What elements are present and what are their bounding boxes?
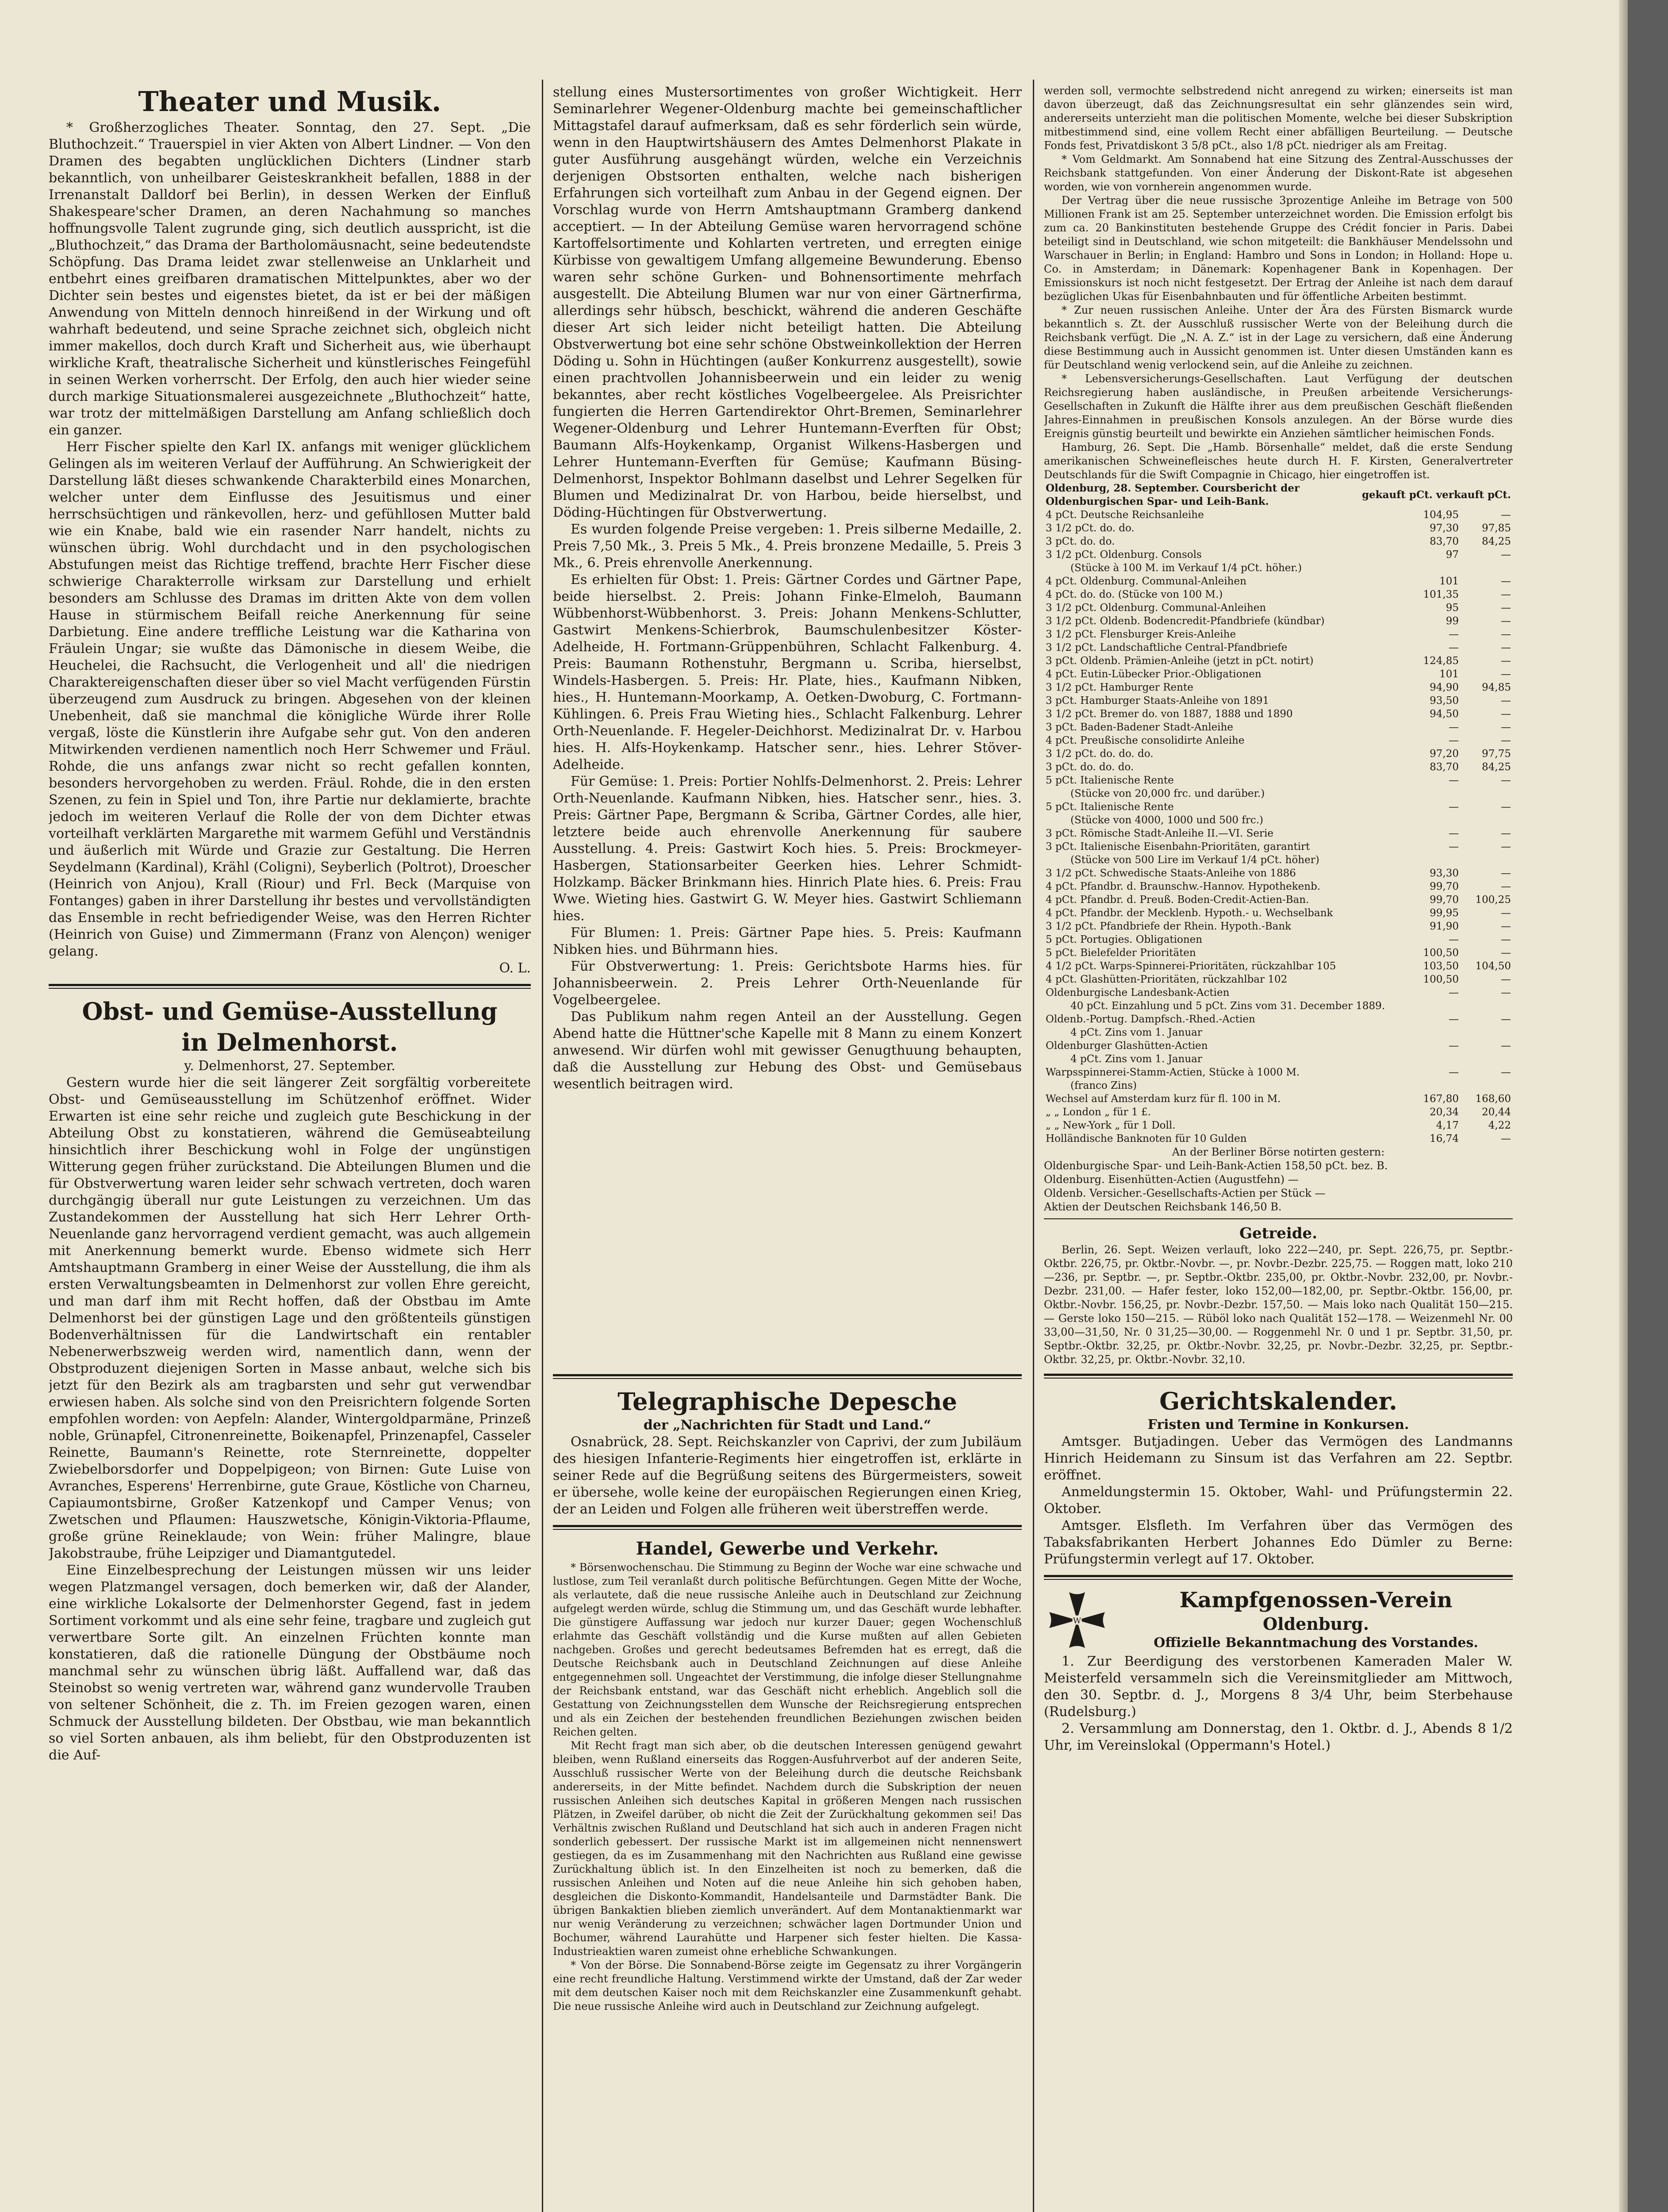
column-1 [49,84,531,2212]
kurs-security: 3 1/2 pCt. do. do. do. [1046,748,1154,760]
kurs-sold: — [1501,642,1511,653]
kurs-sold: — [1501,1133,1511,1144]
kurs-sold: — [1501,708,1511,720]
kurs-row [1044,535,1513,548]
finance-paragraph: * Lebensversicherungs-Gesellschaften. Laut Verfügung der deutschen Reichsregierung haben ausländische, in Preußen arbeitende Versicherungs-Gesellschaften in Zukunft die Hälfte ihrer aus dem preußischen Geschäft fließenden Jahres-Einnahmen in preußischen Konsols anzulegen. An der Börse wurde dies Ereignis günstig beurteilt und bewirkte ein Anziehen sämtlicher heimischen Fonds. [1044,373,1513,440]
kurs-bought: 83,70 [1430,761,1459,773]
kurs-security: 4 pCt. do. do. (Stücke von 100 M.) [1046,589,1223,600]
obst-paragraph: Es wurden folgende Preise vergeben: 1. Preis silberne Medaille, 2. Preis 7,50 Mk., 3. Preis 5 Mk., 4. Preis bronzene Medaille, 5. Preis 3 Mk., 6. Preis ehrenvolle Anerkennung. [553,522,1022,571]
kurs-row [1044,1119,1513,1132]
obst-paragraph: stellung eines Mustersortimentes von großer Wichtigkeit. Herr Seminarlehrer Wegener-Oldenburg machte bei gemeinschaftlicher Mittagstafel darauf aufmerksam, daß es sehr förderlich sein würde, wenn in den Hauptwirtshäusern des Amtes Delmenhorst Plakate in guter Ausführung ausgehängt würden, welche ein Verzeichnis derjenigen Obstsorten enthalten, welche nach bisherigen Erfahrungen sich vorteilhaft zum Anbau in der Gegend eignen. Der Vorschlag wurde von Herrn Amtshauptmann Gramberg dankend acceptiert. — In der Abteilung Gemüse waren hervorragend schöne Kartoffelsortimente und Kohlarten vertreten, und erregten einige Kürbisse von gewaltigem Umfang allgemeine Bewunderung. Ebenso waren sehr schöne Gurken- und Bohnensortimente mehrfach ausgestellt. Die Abteilung Blumen war nur von einer Gärtnerfirma, allerdings sehr hübsch, beschickt, während die anderen Geschäfte dieser Art sich leider nicht beteiligt hatten. Die Abteilung Obstverwertung bot eine sehr schöne Obstweinkollektion der Herren Döding u. Sohn in Hüchtingen (außer Konkurrenz ausgestellt), sowie einen prachtvollen Johannisbeerwein und ein leider zu wenig bekanntes, aber recht köstliches Vogelbeergelee. Als Preisrichter fungierten die Herren Gartendirektor Ohrt-Bremen, Seminarlehrer Wegener-Oldenburg und Lehrer Huntemann-Everften für Obst; Baumann Alfs-Hoykenkamp, Organist Wilkens-Hasbergen und Lehrer Huntemann-Everften für Gemüse; Kaufmann Büsing-Delmenhorst, Inspektor Bohlmann daselbst und Lehrer Segelken für Blumen und Medizinalrat Dr. von Harbou, beide hierselbst, und Döding-Hüchtingen für Obstverwertung. [553,84,1022,520]
kurs-bought: 124,85 [1423,655,1459,667]
kurs-security: Warpsspinnerei-Stamm-Actien, Stücke à 1000 M. [1046,1067,1300,1078]
kurs-sold: — [1501,629,1511,640]
kurs-bought: 100,50 [1423,974,1459,985]
kurs-security: 3 pCt. do. do. [1046,536,1115,547]
telegraph-text: Osnabrück, 28. Sept. Reichskanzler von Caprivi, der zum Jubiläum des hiesigen Infanterie-Regiments hier eingetroffen ist, erklärte in seiner Rede auf die Begrüßung seitens des Bürgermeisters, soweit er übersehe, wolle keine der europäischen Regierungen einen Krieg, der an Leiden und Folgen alle früheren weit überstreffen werde. [553,1434,1022,1517]
divider [1044,1218,1513,1219]
kurs-row [1044,1092,1513,1106]
kurs-row [1044,1106,1513,1119]
kurs-row [1044,1039,1513,1052]
kurs-security: 3 1/2 pCt. Schwedische Staats-Anleihe von 1886 [1046,868,1296,879]
kurs-security: 4 pCt. Pfandbr. der Mecklenb. Hypoth.- u. Wechselbank [1046,907,1333,919]
kurs-sold: — [1501,974,1511,985]
kurs-security: 5 pCt. Bielefelder Prioritäten [1046,947,1196,959]
kurs-row [1044,1132,1513,1145]
kurs-sold: — [1501,828,1511,839]
kurs-row [1044,920,1513,933]
kurs-bought [1408,1026,1461,1039]
kurs-bought: 167,80 [1423,1093,1459,1105]
kurs-row [1044,946,1513,960]
berliner-note: An der Berliner Börse notirten gestern: [1172,1146,1385,1158]
kurs-table [1044,508,1513,1145]
kurs-sold: — [1501,921,1511,932]
kurs-security: 3 1/2 pCt. Flensburger Kreis-Anleihe [1046,629,1236,640]
kurs-security: 3 pCt. Hamburger Staats-Anleihe von 1891 [1046,695,1269,707]
kurs-row [1044,707,1513,721]
obst-paragraph: Für Blumen: 1. Preis: Gärtner Pape hies. 5. Preis: Kaufmann Nibken hies. und Bührmann hies. [553,925,1022,957]
theater-paragraph: * Großherzogliches Theater. Sonntag, den 27. Sept. „Die Bluthochzeit.“ Trauerspiel in vier Akten von Albert Lindner. — Von den Dramen des begabten unglücklichen Dichters (Lindner starb bekanntlich, von unheilbarer Geisteskrankheit befallen, 1888 in der Irrenanstalt Dalldorf bei Berlin), in dessen Werken der Einfluß Shakespeare'scher Dramen, an deren Nachahmung so manches hoffnungsvolle Talent zugrunde ging, sich deutlich ausspricht, ist die „Bluthochzeit,“ das Drama der Bartholomäusnacht, seine bedeutendste Schöpfung. Das Drama leidet zwar stellenweise an Unklarheit und entbehrt eines greifbaren dramatischen Mittelpunktes, aber wo der Dichter sein bestes und eigenstes bietet, da ist er bei der mäßigen Anwendung von Mitteln dennoch hinreißend in der Wirkung und oft wahrhaft bedeutend, und seine Sprache zeichnet sich, obgleich nicht immer makellos, doch durch Kraft und Sicherheit aus, wie überhaupt wirkliche Kraft, theatralische Sicherheit und künstlerisches Feingefühl in seinen Werken vorherrscht. Der Erfolg, den auch hier wieder seine durch markige Situationsmalerei ausgezeichnete „Bluthochzeit“ hatte, war trotz der mittelmäßigen Darstellung am Anfang schließlich doch ein ganzer. [49,120,531,438]
kurs-security: (Stücke von 4000, 1000 und 500 frc.) [1070,814,1264,826]
kampf-paragraph: 2. Versammlung am Donnerstag, den 1. Oktbr. d. J., Abends 8 1/2 Uhr, im Vereinslokal (Oppermann's Hotel.) [1044,1721,1513,1753]
kurs-sold: 20,44 [1482,1106,1511,1118]
kurs-sold [1461,1052,1513,1066]
kurs-bought: 16,74 [1430,1133,1459,1144]
kurs-security: 3 1/2 pCt. Bremer do. von 1887, 1888 und 1890 [1046,708,1293,720]
kurs-sold: — [1501,602,1511,614]
kurs-sold: — [1501,947,1511,959]
kurs-row [1044,561,1513,575]
handel-heading: Handel, Gewerbe und Verkehr. [636,1538,939,1559]
getreide-text: Berlin, 26. Sept. Weizen verlauft, loko 222—240, pr. Sept. 226,75, pr. Septbr.-Oktbr. 226,75, pr. Oktbr.-Novbr. —, pr. Novbr.-Dezbr. 225,75. — Roggen matt, loko 210—236, pr. Septbr. —, pr. Septbr.-Oktbr. 235,00, pr. Oktbr.-Novbr. 232,00, pr. Novbr.-Dezbr. 231,00. — Hafer fester, loko 152,00—182,00, pr. Septbr.-Oktbr. 156,00, pr. Oktbr.-Novbr. 156,25, pr. Novbr.-Dezbr. 157,50. — Mais loko nach Qualität 150—215. — Gerste loko 150—215. — Rüböl loko nach Qualität 152—178. — Weizenmehl Nr. 00 33,00—31,50, Nr. 0 31,25—30,00. — Roggenmehl Nr. 0 und 1 pr. Septbr. 31,50, pr. Septbr.-Oktbr. 32,25, pr. Oktbr.-Novbr. 32,25, pr. Novbr.-Dezbr. 32,25, pr. Septbr.-Oktbr. 32,25, pr. Oktbr.-Novbr. 32,10. [1044,1244,1513,1366]
section-divider [49,984,531,989]
kurs-sold [1461,999,1513,1013]
kurs-bought: 97 [1446,549,1459,561]
kurs-security: (franco Zins) [1070,1080,1137,1091]
kurs-bought: 94,50 [1430,708,1459,720]
kurs-sold: 97,75 [1482,748,1511,760]
kurs-row [1044,628,1513,641]
kurs-security: 3 pCt. Oldenb. Prämien-Anleihe (jetzt in pCt. notirt) [1046,655,1314,667]
kurs-security: Oldenb.-Portug. Dampfsch.-Rhed.-Actien [1046,1014,1255,1025]
kurs-row [1044,548,1513,561]
kurs-security: Oldenburger Glashütten-Actien [1046,1040,1208,1052]
kurs-bought: 83,70 [1430,536,1459,547]
kurs-row [1044,787,1513,800]
kurs-row [1044,840,1513,853]
handel-article [553,1561,1022,2013]
telegraph-heading: Telegraphische Depesche [617,1387,957,1416]
kurs-bought: — [1449,1014,1459,1025]
kurs-row [1044,960,1513,973]
kurs-bought [1408,853,1461,867]
kurs-security: 4 pCt. Zins vom 1. Januar [1070,1053,1202,1065]
theater-signature: O. L. [499,960,531,976]
kurs-security: 5 pCt. Italienische Rente [1046,801,1174,813]
kurs-bought [1408,814,1461,827]
kurs-bought: 99,70 [1430,881,1459,892]
kurs-bought: 97,20 [1430,748,1459,760]
kurs-row [1044,641,1513,654]
kurs-sold [1461,561,1513,575]
theater-heading: Theater und Musik. [138,85,441,118]
kurs-row [1044,853,1513,867]
kurs-sold: — [1501,1014,1511,1025]
kurs-sold: — [1501,695,1511,707]
kurs-row [1044,654,1513,668]
kurs-row [1044,973,1513,986]
gericht-subheading: Fristen und Termine in Konkursen. [1147,1417,1409,1432]
kurs-security: 3 pCt. Italienische Eisenbahn-Prioritäten, garantirt [1046,841,1310,853]
kurs-row [1044,986,1513,999]
kurs-row [1044,1026,1513,1039]
kurs-bought: 99 [1446,615,1459,627]
kurs-bought [1408,787,1461,800]
obst-continuation [553,84,1022,1367]
kurs-sold: — [1501,509,1511,521]
kurs-bought: 4,17 [1436,1120,1459,1131]
kurs-sold [1461,814,1513,827]
kurs-row [1044,760,1513,774]
telegraph-subheading: der „Nachrichten für Stadt und Land.“ [643,1417,932,1433]
kampf-paragraph: 1. Zur Beerdigung des verstorbenen Kameraden Maler W. Meisterfeld versammeln sich die Vereinsmitglieder am Mittwoch, den 30. Septbr. d. J., Morgens 8 3/4 Uhr, beim Sterbehause (Rudelsburg.) [1044,1654,1513,1720]
section-divider [1044,1575,1513,1580]
getreide-article [1044,1243,1513,1367]
kurs-security: 4 pCt. Preußische consolidirte Anleihe [1046,735,1245,746]
kurs-sold: 84,25 [1482,536,1511,547]
page-edge [1619,0,1628,2212]
kurs-row [1044,614,1513,628]
kurs-bought: 101 [1439,576,1459,587]
section-divider [1044,1374,1513,1379]
kurs-sold: — [1501,934,1511,945]
kursbericht [1044,482,1513,1214]
kurs-row [1044,800,1513,814]
kurs-sold: 168,60 [1475,1093,1511,1105]
kurs-row [1044,814,1513,827]
kurs-security: 4 pCt. Glashütten-Prioritäten, rückzahlbar 102 [1046,974,1288,985]
kurs-security: 4 1/2 pCt. Warps-Spinnerei-Prioritäten, rückzahlbar 105 [1046,960,1336,972]
gericht-heading: Gerichtskalender. [1159,1387,1397,1415]
kurs-sold: 4,22 [1488,1120,1511,1131]
kampf-city: Oldenburg. [1263,1614,1369,1634]
kurs-sold: — [1501,589,1511,600]
kurs-row [1044,1079,1513,1092]
kurs-security: 3 1/2 pCt. Oldenb. Bodencredit-Pfandbriefe (kündbar) [1046,615,1325,627]
obst-heading-line-1: Obst- und Gemüse-Ausstellung [82,997,498,1025]
obst-paragraph: Für Gemüse: 1. Preis: Portier Nohlfs-Delmenhorst. 2. Preis: Lehrer Orth-Neuenlande. Kaufmann Nibken, hies. Hatscher senr., hies. 3. Preis: Gärtner Pape, Bergmann & Scriba, Gärtner Cordes, alle hier, letztere beide auch ehrenvolle Anerkennung für saubere Ausstellung. 4. Preis: Gastwirt Koch hies. 5. Preis: Brockmeyer-Hasbergen, Stationsarbeiter Geerken hies. Lehrer Schmidt-Holzkamp. Bäcker Brinkmann hies. Hinrich Plate hies. 6. Preis: Frau Wwe. Wieting hies. Gastwirt G. W. Meyer hies. Gastwirt Schliemann hies. [553,774,1022,924]
kurs-row [1044,1066,1513,1079]
kurs-security: (Stücke von 500 Lire im Verkauf 1/4 pCt. höher) [1070,854,1319,866]
kurs-col-header: verkauft pCt. [1436,489,1511,501]
finance-paragraph: werden soll, vermochte selbstredend nicht anregend zu wirken; einerseits ist man davon überzeugt, daß das Zeichnungsresultat ein sehr glänzendes sein wird, andererseits unterzieht man die politischen Momente, welche bei dieser Subskription mitbestimmend sind, eine vollem Recht einer abfälligen Beurteilung. — Deutsche Fonds fest, Privatdiskont 3 5/8 pCt., also 1/8 pCt. niedriger als am Freitag. [1044,84,1513,152]
kurs-security: 3 1/2 pCt. Hamburger Rente [1046,682,1193,693]
kurs-sold: 104,50 [1475,960,1511,972]
kurs-sold: — [1501,868,1511,879]
gericht-paragraph: Amtsger. Butjadingen. Ueber das Vermögen des Landmanns Hinrich Heidemann zu Sinsum ist das Verfahren am 22. Septbr. eröffnet. [1044,1434,1513,1483]
kurs-security: 4 pCt. Zins vom 1. Januar [1070,1027,1202,1038]
kurs-col-header: gekauft pCt. [1361,489,1433,501]
kurs-security: 4 pCt. Deutsche Reichsanleihe [1046,509,1204,521]
kurs-bought: 103,50 [1423,960,1459,972]
kurs-security: 5 pCt. Italienische Rente [1046,775,1174,786]
kurs-bought: 101,35 [1423,589,1459,600]
kurs-bought: 91,90 [1430,921,1459,932]
kurs-bought [1408,1052,1461,1066]
kurs-row [1044,933,1513,946]
kurs-row [1044,694,1513,707]
kurs-row [1044,668,1513,681]
kurs-row [1044,893,1513,906]
kurs-sold: — [1501,881,1511,892]
kurs-sold: — [1501,722,1511,733]
obst-heading-line-2: in Delmenhorst. [181,1028,398,1056]
kurs-bought: — [1449,775,1459,786]
gericht-paragraph: Amtsger. Elsfleth. Im Verfahren über das Vermögen des Tabaksfabrikanten Herbert Johannes Edo Dümler zu Berne: Prüfungstermin verlegt auf 17. Oktober. [1044,1518,1513,1567]
obst-paragraph: Das Publikum nahm regen Anteil an der Ausstellung. Gegen Abend hatte die Hüttner'sche Kapelle mit 8 Mann zu einem Konzert anwesend. Wir dürfen wohl mit gewisser Genugthuung behaupten, daß die Ausstellung zur Hebung des Obst- und Gemüsebaus wesentlich beitragen wird. [553,1009,1022,1092]
kurs-sold: — [1501,576,1511,587]
svg-text:W: W [1073,1616,1081,1626]
kurs-sold: — [1501,1067,1511,1078]
kurs-sold: 84,25 [1482,761,1511,773]
kurs-row [1044,880,1513,893]
kurs-row [1044,601,1513,614]
kurs-bought: 95 [1446,602,1459,614]
kurs-security: 40 pCt. Einzahlung und 5 pCt. Zins vom 31. December 1889. [1070,1000,1385,1012]
obst-paragraph: Für Obstverwertung: 1. Preis: Gerichtsbote Harms hies. für Johannisbeerwein. 2. Preis Lehrer Orth-Neuenlande für Vogelbeergelee. [553,959,1022,1008]
kurs-bought: — [1449,1040,1459,1052]
kurs-bought: — [1449,642,1459,653]
berliner-row: Aktien der Deutschen Reichsbank 146,50 B. [1044,1201,1282,1213]
getreide-heading: Getreide. [1239,1225,1318,1242]
kurs-bought: 20,34 [1430,1106,1459,1118]
theater-paragraph: Herr Fischer spielte den Karl IX. anfangs mit weniger glücklichem Gelingen als im weiteren Verlauf der Aufführung. An Schwierigkeit der Darstellung läßt dieses schwankende Charakterbild eines Monarchen, welcher unter dem Einflusse des Jesuitismus und einer herrschsüchtigen und ränkevollen, herz- und gefühllosen Mutter bald wie ein Knabe, bald wie ein rasender Narr handelt, nichts zu wünschen übrig. Wohl durchdacht und in den psychologischen Abstufungen meist das Richtige treffend, brachte Herr Fischer diese schwierige Charakterrolle wirksam zur Darstellung und erhielt besonders am Schlusse des Dramas im dritten Akte von dem vollen Hause in stürmischem Beifall reiche Anerkennung für seine Darbietung. Eine andere treffliche Leistung war die Katharina von Fräulein Ungar; sie wußte das Dämonische in diesem Weibe, die Heuchelei, die Rachsucht, die Verlogenheit und all' die niedrigen Charaktereigenschaften dieser über so viel Macht verfügenden Fürstin überzeugend zum Ausdruck zu bringen. Abgesehen von der kleinen Unebenheit, daß sie manchmal die königliche Würde ihrer Rolle vergaß, löste die Künstlerin ihre Aufgabe sehr gut. Von den anderen Mitwirkenden verdienen namentlich noch Herr Schwemer und Fräul. Rohde, die uns anfangs zwar nicht so recht gefallen konnten, besonders hervorgehoben zu werden. Fräul. Rohde, die in den ersten Szenen, zu fein in Spiel und Ton, ihre Partie nur deklamierte, brachte jedoch im weiteren Verlauf die Rolle der von dem Dichter etwas vorteilhaft verklärten Margarethe mit warmem Gefühl und Verständnis und äußerlich mit Würde und Grazie zur Gestaltung. Die Herren Seydelmann (Kardinal), Krähl (Coligni), Seyberlich (Poltrot), Droescher (Heinrich von Anjou), Krall (Riour) und Frl. Beck (Marquise von Fontanges) gaben in ihrer Darstellung ihr bestes und vervollständigten das Ensemble in recht befriedigender Weise, was den Herren Richter (Heinrich von Guise) und Zimmermann (Franz von Alençon) weniger gelang. [49,439,531,959]
kurs-bought: 101 [1439,668,1459,680]
kurs-security: 3 1/2 pCt. Oldenburg. Consols [1046,549,1202,561]
berliner-row: Oldenburg. Eisenhütten-Actien (Augustfehn) — [1044,1173,1299,1186]
kurs-sold: — [1501,549,1511,561]
finance-paragraph: * Zur neuen russischen Anleihe. Unter der Ära des Fürsten Bismarck wurde bekanntlich s. Zt. der Ausschluß russischer Werte von der Beleihung durch die Reichsbank verfügt. Die „N. A. Z.“ ist in der Lage zu versichern, daß eine Änderung diese Bestimmung auch in Aussicht genommen ist. Unter diesen Umständen kann es für Deutschland wenig verlockend sein, auf die Anleihe zu zeichnen. [1044,304,1513,371]
kurs-sold: — [1501,615,1511,627]
kurs-security: „ „ London „ für 1 £. [1046,1106,1151,1118]
column-rule-right [1033,80,1034,2212]
kurs-header-table [1044,482,1513,508]
kurs-bought: 93,50 [1430,695,1459,707]
kampf-heading: Kampfgenossen-Verein [1179,1588,1453,1613]
kurs-row [1044,747,1513,760]
kurs-bought: — [1449,801,1459,813]
obst-dateline: y. Delmenhorst, 27. September. [184,1058,395,1074]
handel-paragraph: * Von der Börse. Die Sonnabend-Börse zeigte im Gegensatz zu ihrer Vorgängerin eine recht freundliche Haltung. Verstimmend wirkte der Umstand, daß der Zar weder mit dem deutschen Kaiser noch mit dem Reichskanzler eine Zusammenkunft gehabt. Die neue russische Anleihe wird auch in Deutschland zur Zeichnung aufgelegt. [553,1959,1022,2012]
section-divider [553,1374,1022,1379]
berliner-row: Oldenburgische Spar- und Leih-Bank-Actien 158,50 pCt. bez. B. [1044,1160,1388,1172]
kampfgenossen-notice [1044,1587,1513,1653]
kurs-sold [1461,1079,1513,1092]
kurs-sold: 100,25 [1475,894,1511,906]
kurs-bought: 100,50 [1423,947,1459,959]
kurs-security: 4 pCt. Pfandbr. d. Preuß. Boden-Credit-Actien-Ban. [1046,894,1309,906]
kurs-sold: — [1501,801,1511,813]
kurs-security: 3 pCt. Römische Stadt-Anleihe II.—VI. Serie [1046,828,1273,839]
finance-paragraph: * Vom Geldmarkt. Am Sonnabend hat eine Sitzung des Zentral-Ausschusses der Reichsbank stattgefunden. Von einer Änderung der Diskont-Rate ist abgesehen worden, wie von vornherein angenommen wurde. [1044,153,1513,193]
kurs-row [1044,906,1513,920]
kurs-bought: — [1449,629,1459,640]
kurs-security: 3 pCt. Baden-Badener Stadt-Anleihe [1046,722,1233,733]
obst-paragraph: Eine Einzelbesprechung der Leistungen müssen wir uns leider wegen Platzmangel versagen, doch bemerken wir, daß der Alander, eine wirkliche Lokalsorte der Delmenhorster Gegend, fast in jedem Sortiment vorkommt und als eine sehr feine, tragbare und zugleich gut verwertbare Sorte gilt. An einzelnen Früchten konnte man konstatieren, daß die rationelle Düngung der Obstbäume noch manchmal sehr zu wünschen übrig läßt. Auffallend war, daß das Steinobst so wenig vertreten war, während ganz wundervolle Trauben von seltener Schönheit, die z. Th. im Freien gezogen waren, einen Schmuck der Ausstellung bildeten. Der Obstbau, wie man bekanntlich so viel Sorten anbauen, als ihm beliebt, für den Obstproduzenten ist die Auf- [49,1563,531,1763]
kurs-row [1044,575,1513,588]
kurs-sold: — [1501,907,1511,919]
kurs-sold: — [1501,1040,1511,1052]
kurs-sold: — [1501,735,1511,746]
kurs-security: 4 pCt. Oldenburg. Communal-Anleihen [1046,576,1246,587]
kurs-security: „ „ New-York „ für 1 Doll. [1046,1120,1176,1131]
kurs-bought: 94,90 [1430,682,1459,693]
kurs-security: 4 pCt. Eutin-Lübecker Prior.-Obligationen [1046,668,1262,680]
column-rule-left [542,80,543,2212]
kurs-row [1044,999,1513,1013]
kurs-sold: — [1501,841,1511,853]
kurs-security: 3 1/2 pCt. Landschaftliche Central-Pfandbriefe [1046,642,1288,653]
kurs-sold: — [1501,668,1511,680]
kurs-security: Oldenburgische Landesbank-Actien [1046,987,1230,998]
gericht-paragraph: Anmeldungstermin 15. Oktober, Wahl- und Prüfungstermin 22. Oktober. [1044,1484,1513,1517]
column-3 [1044,84,1513,2212]
kurs-security: 3 1/2 pCt. Pfandbriefe der Rhein. Hypoth.-Bank [1046,921,1292,932]
kurs-security: 3 1/2 pCt. do. do. [1046,522,1135,534]
kurs-security: Holländische Banknoten für 10 Gulden [1046,1133,1247,1144]
finance-paragraph: Der Vertrag über die neue russische 3prozentige Anleihe im Betrage von 500 Millionen Frank ist am 25. September unterzeichnet worden. Die Emission erfolgt bis zum ca. 20 Bankinstituten bestehende Gruppe des Crédit foncier in Paris. Dabei beteiligt sind in Deutschland, wie schon mitgeteilt: die Bankhäuser Mendelssohn und Warschauer in Berlin; in England: Hambro und Sons in London; in Holland: Hope u. Co. in Amsterdam; in Dänemark: Kopenhagener Bank in Kopenhagen. Der Emissionskurs ist noch nicht festgesetzt. Der Ertrag der Anleihe ist nach dem darauf bezüglichen Ukas für Eisenbahnbauten und für öffentliche Arbeiten bestimmt. [1044,194,1513,303]
kurs-row [1044,1052,1513,1066]
kurs-row [1044,721,1513,734]
kurs-row [1044,827,1513,840]
kurs-bought: — [1449,934,1459,945]
kurs-sold: — [1501,775,1511,786]
handel-paragraph: Mit Recht fragt man sich aber, ob die deutschen Interessen genügend gewahrt bleiben, wenn Rußland einerseits das Roggen-Ausfuhrverbot auf der anderen Seite, Ausschluß russischer Werte von der Beleihung durch die deutsche Reichsbank andererseits, in der Mitte befindet. Nachdem durch die Subskription der neuen russischen Anleihen sich deutsches Kapital in größeren Mengen nach russischen Plätzen, in Zweifel darüber, ob nicht die Zeit der Zurückhaltung gekommen sei! Das Verhältnis zwischen Rußland und Deutschland hat sich auch in anderen Fragen nicht sonderlich gebessert. Der russische Markt ist im allgemeinen nicht nennenswert gestiegen, da es im Zusammenhang mit den Nachrichten aus Rußland eine gewisse Zurückhaltung üblich ist. In den Einzelheiten ist noch zu bemerken, daß die russischen Anleihen und Noten auf die neue Anleihe hin sich gehoben haben, desgleichen die Diskonto-Kommandit, Handelsanteile und Darmstädter Bank. Die übrigen Bankaktien blieben ziemlich unverändert. Auf dem Montanaktienmarkt war nur wenig Veränderung zu verzeichnen; schwächer lagen Dortmunder Union und Bochumer, während Laurahütte und Harpener sich fester hielten. Die Kassa-Industrieaktien waren zumeist ohne erhebliche Schwankungen. [553,1740,1022,1958]
kurs-row [1044,867,1513,880]
kurs-security: 3 1/2 pCt. Oldenburg. Communal-Anleihen [1046,602,1266,614]
column-2 [553,84,1022,2212]
kurs-sold [1461,787,1513,800]
handel-paragraph: * Börsenwochenschau. Die Stimmung zu Beginn der Woche war eine schwache und lustlose, zum Teil veranlaßt durch politische Befürchtungen. Gegen Mitte der Woche, als verlautete, daß die neue russische Anleihe auch in Deutschland zur Zeichnung aufgelegt werden würde, schlug die Stimmung um, und das Geschäft wurde lebhafter. Die günstigere Auffassung war jedoch nur kurzer Dauer; gegen Wochenschluß erlahmte das Geschäft vollständig und die Kurse mußten auf allen Gebieten nachgeben. Großes und gerecht bedeutsames Befremden hat es erregt, daß die Deutsche Reichsbank auch in Deutschland Zeichnungen auf diese Anleihe entgegennehmen soll. Ungeachtet der Verstimmung, die infolge dieser Stellungnahme der Reichsbank entstand, war das Geschäft nicht erheblich. Angeblich soll die Gestattung von Zeichnungsstellen dem Wunsche der Reichsregierung entsprechen und als ein Zeichen der bestehenden freundlichen Beziehungen zwischen beiden Reichen gelten. [553,1561,1022,1738]
obst-paragraph: Es erhielten für Obst: 1. Preis: Gärtner Cordes und Gärtner Pape, beide hierselbst. 2. Preis: Johann Finke-Elmeloh, Baumann Wübbenhorst-Wübbenhorst. 3. Preis: Johann Menkens-Schlutter, Gastwirt Menkens-Schierbrok, Baumschulenbesitzer Köster-Adelheide, H. Fortmann-Grüppenbühren, Schlacht Falkenburg. 4. Preis: Baumann Rothenstuhr, Bergmann u. Scriba, hierselbst, Windels-Hasbergen. 5. Preis: Hr. Plate, hies., Kaufmann Nibken, hies., H. Huntemann-Moorkamp, A. Oetken-Dwoburg, C. Fortmann-Kühlingen. 6. Preis Frau Wieting hies., Schlacht Falkenburg. Lehrer Orth-Neuenlande. F. Hegeler-Deichhorst. Medizinalrat Dr. v. Harbou hies. H. Alfs-Hoykenkamp. Hatscher senr., hies. Lehrer Stöver-Adelheide. [553,572,1022,772]
kurs-bought: 97,30 [1430,522,1459,534]
kurs-security: (Stücke à 100 M. im Verkauf 1/4 pCt. höher.) [1070,562,1302,574]
berliner-list [1044,1159,1513,1214]
finance-paragraph: Hamburg, 26. Sept. Die „Hamb. Börsenhalle“ meldet, daß die erste Sendung amerikanischen Schweinefleisches heute durch H. F. Kirsten, Generalvertreter Deutschlands für die Swift Compagnie in Chicago, hier eingetroffen ist. [1044,441,1513,481]
kurs-bought: — [1449,1067,1459,1078]
kurs-row [1044,734,1513,747]
scan-background [1628,0,1668,2212]
kurs-sold [1461,1026,1513,1039]
kurs-bought [1408,1079,1461,1092]
kurs-sold: — [1501,987,1511,998]
kurs-bought: — [1449,987,1459,998]
finance-intro [1044,84,1513,482]
kurs-bought: — [1449,735,1459,746]
kurs-bought: 99,70 [1430,894,1459,906]
kurs-sold [1461,853,1513,867]
kurs-sold: — [1501,655,1511,667]
kurs-bought: 93,30 [1430,868,1459,879]
kurs-heading: Oldenburg, 28. September. Coursbericht der Oldenburgischen Spar- und Leih-Bank. [1046,482,1300,507]
kurs-row [1044,508,1513,522]
kurs-security: 4 pCt. Pfandbr. d. Braunschw.-Hannov. Hypothekenb. [1046,881,1321,892]
kurs-security: 3 pCt. do. do. do. [1046,761,1134,773]
kurs-security: Wechsel auf Amsterdam kurz für fl. 100 in M. [1046,1093,1281,1105]
kurs-security: 5 pCt. Portugies. Obligationen [1046,934,1203,945]
kurs-bought: 99,95 [1430,907,1459,919]
kurs-row [1044,681,1513,694]
kurs-row [1044,1013,1513,1026]
kurs-bought: — [1449,841,1459,853]
kurs-sold: 94,85 [1482,682,1511,693]
kurs-row [1044,522,1513,535]
kurs-row [1044,588,1513,601]
kampf-subheading: Offizielle Bekanntmachung des Vorstandes. [1154,1635,1478,1651]
kurs-bought: 104,95 [1423,509,1459,521]
kurs-row [1044,774,1513,787]
kurs-bought: — [1449,722,1459,733]
kurs-bought [1408,999,1461,1013]
section-divider [553,1525,1022,1530]
berliner-row: Oldenb. Versicher.-Gesellschafts-Actien per Stück — [1044,1187,1326,1199]
iron-cross-icon [1044,1587,1110,1653]
kurs-sold: 97,85 [1482,522,1511,534]
obst-paragraph: Gestern wurde hier die seit längerer Zeit sorgfältig vorbereitete Obst- und Gemüseausstellung im Schützenhof eröffnet. Wider Erwarten ist eine sehr reiche und zugleich gute Beschickung in der Abteilung Obst zu konstatieren, während die Gemüseabteilung hinsichtlich ihrer Beschickung wohl in Folge der ungünstigen Witterung gegen früher zurückstand. Die Abteilungen Blumen und die für Obstverwertung waren leider sehr schwach vertreten, doch waren durchgängig überall nur gute Leistungen zu verzeichnen. Um das Zustandekommen der Ausstellung hat sich Herr Lehrer Orth-Neuenlande ganz hervorragend verdient gemacht, was auch allgemein mit Anerkennung bemerkt wurde. Ebenso widmete sich Herr Amtshauptmann Gramberg in einer Weise der Ausstellung, die ihm als ersten Verwaltungsbeamten in Delmenhorst zur vollen Ehre gereicht, und man darf ihm mit Recht hoffen, daß der Obstbau im Amte Delmenhorst bei der günstigen Lage und den größtenteils günstigen Bodenverhältnissen für die Landwirtschaft ein rentabler Nebenerwerbszweig werden wird, namentlich dann, wenn der Obstproduzent diejenigen Sorten in Masse anbaut, welche sich bis jetzt für den Bezirk als am tragbarsten und sehr gut verwendbar erwiesen haben. Als solche sind von den Preisrichtern folgende Sorten empfohlen worden: von Aepfeln: Alander, Wintergoldparmäne, Prinzeß noble, Grünapfel, Citronenreinette, Boikenapfel, Prinzenapfel, Casseler Reinette, Baumann's Reinette, rote Sternreinette, doppelter Zwiebelborsdorfer und Doppelpigeon; von Birnen: Gute Luise von Avranches, Esperens' Herrenbirne, gute Graue, Köstliche von Charneu, Capiaumontsbirne, Großer Katzenkopf und Camper Venus; von Zwetschen und Pflaumen: Hauszwetsche, Königin-Viktoria-Pflaume, große grüne Reineklaude; von Wein: früher Malingre, blaue Jakobstraube, frühe Leipziger und Diamantgutedel. [49,1075,531,1561]
kurs-bought [1408,561,1461,575]
kurs-bought: — [1449,828,1459,839]
kurs-security: (Stücke von 20,000 frc. und darüber.) [1070,788,1265,799]
theater-article [49,119,531,977]
